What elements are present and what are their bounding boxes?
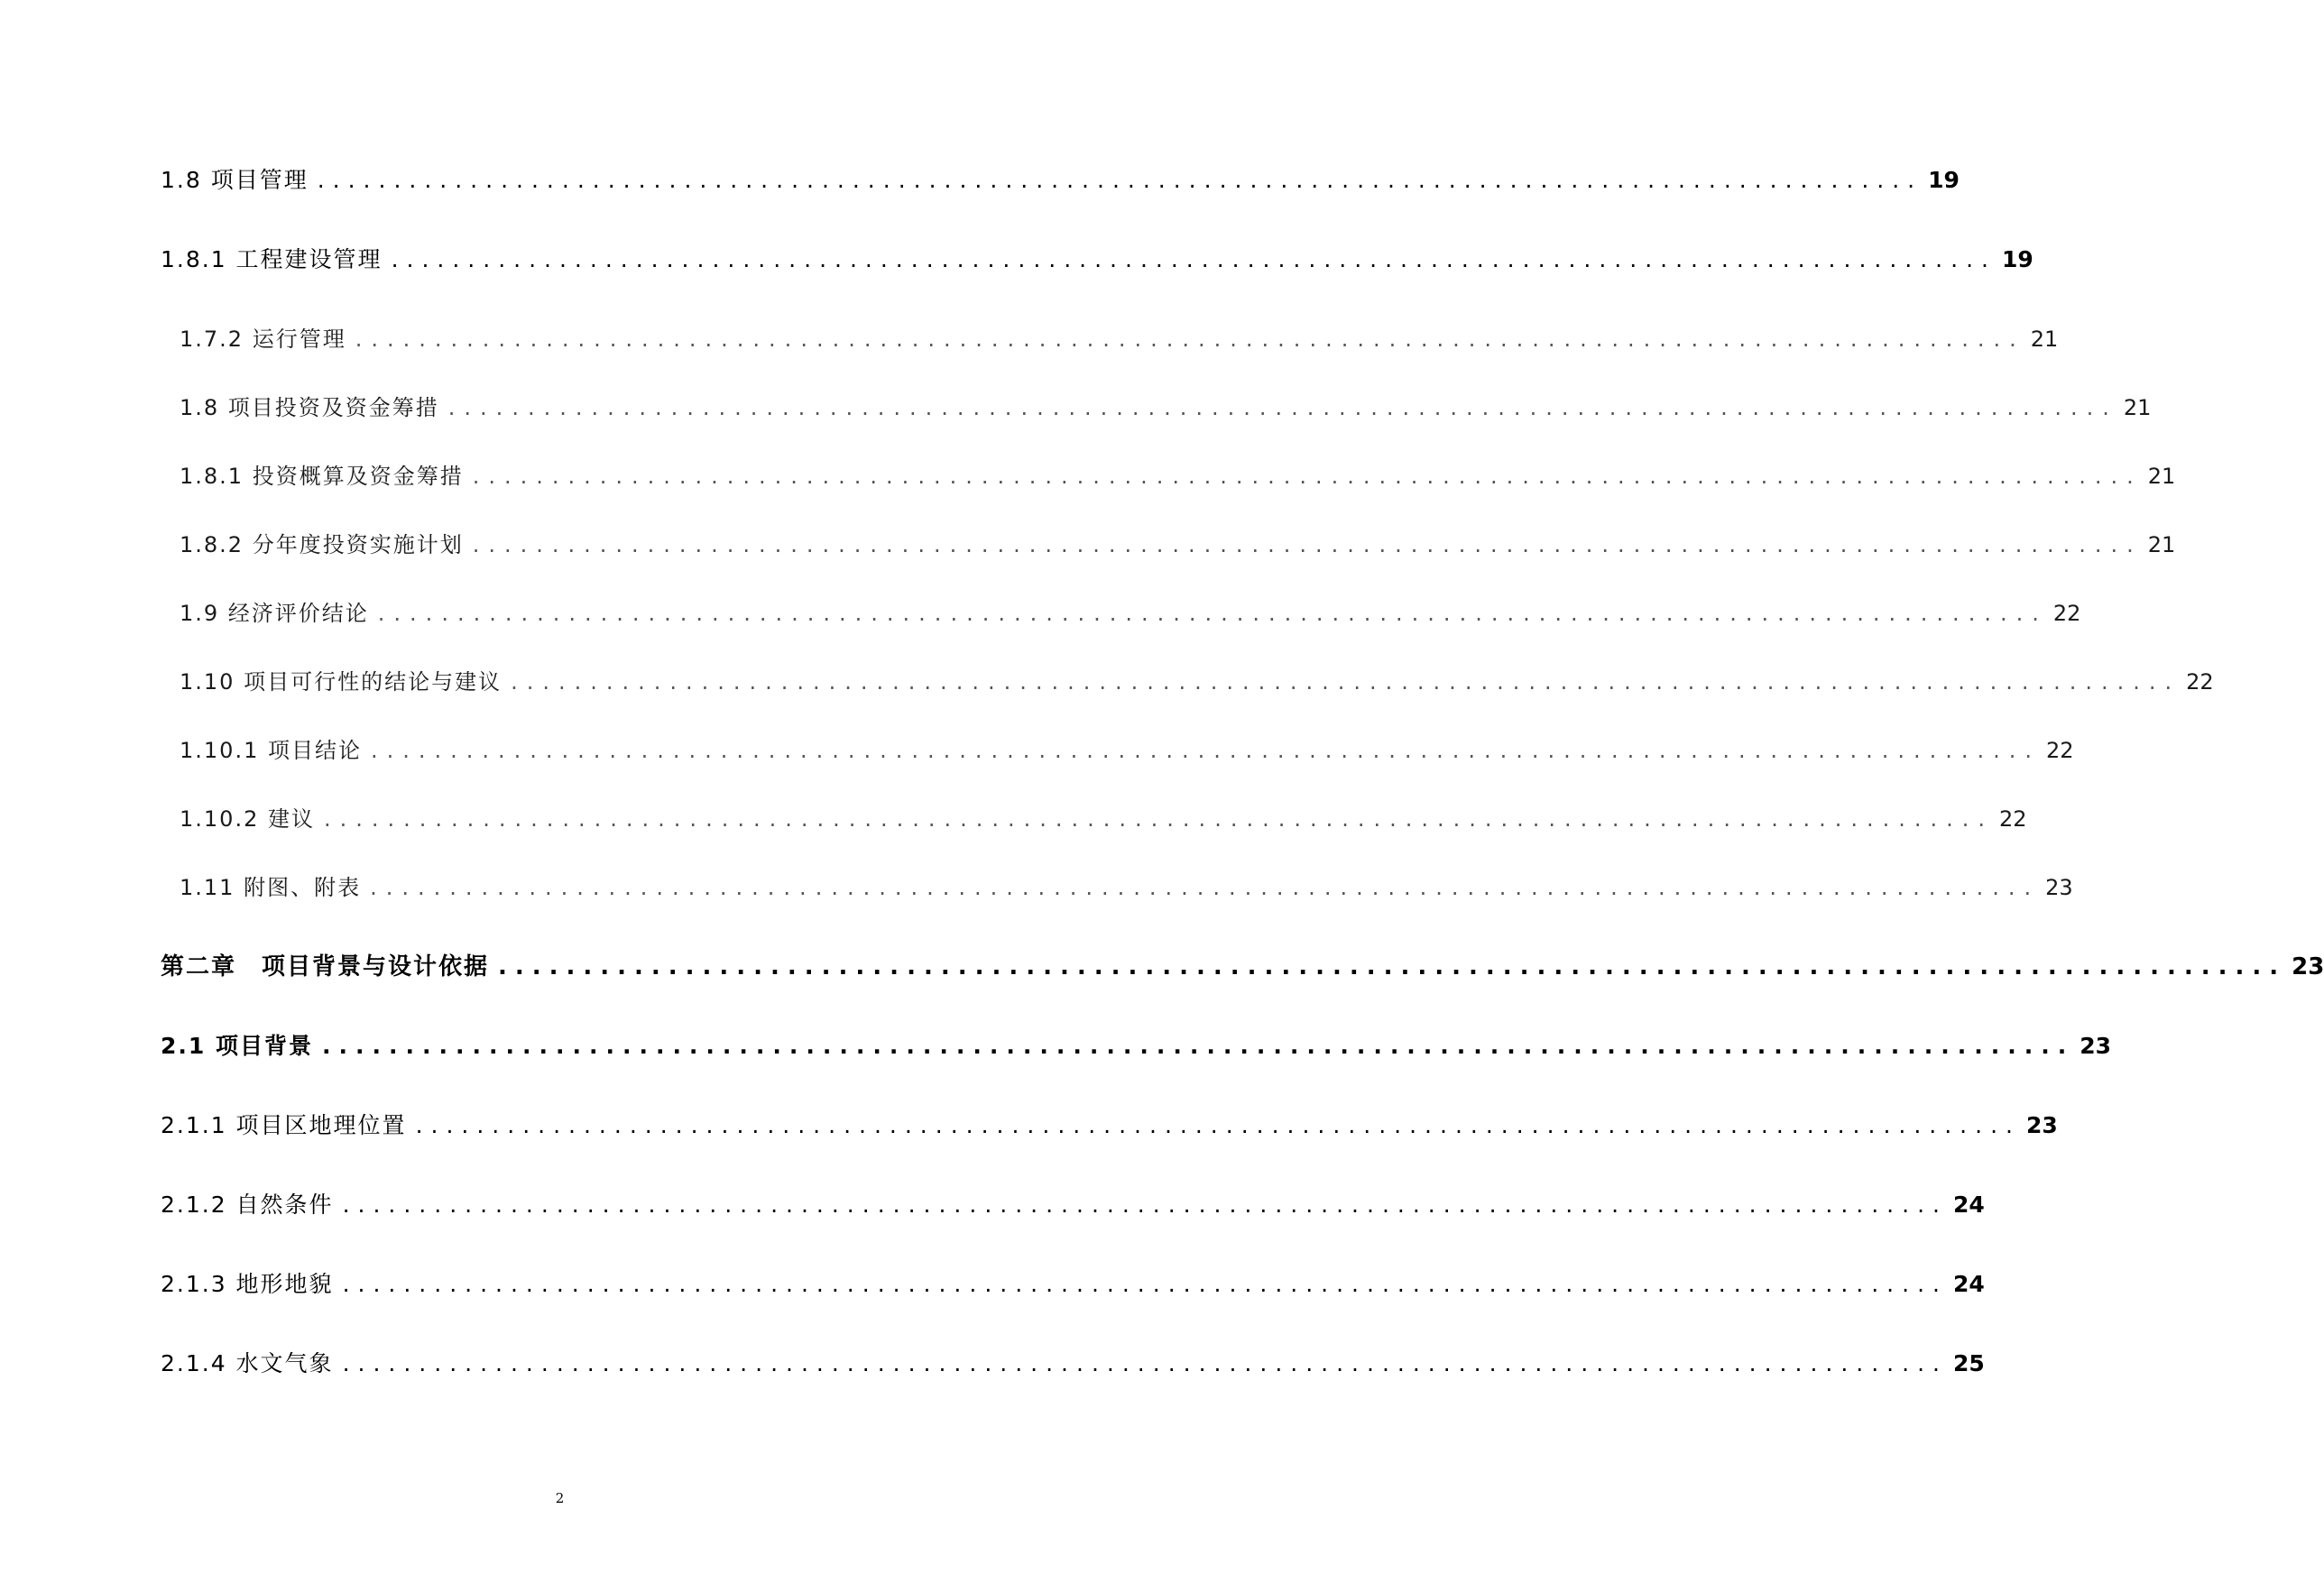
toc-entry-page: 23 [2045,875,2073,900]
toc-entry[interactable] [180,801,2027,833]
toc-dot-leader: ......................................................................................................... [342,1192,1948,1218]
toc-entry[interactable] [180,732,2074,764]
toc-entry-title: 1.8 项目管理 [161,167,309,193]
toc-entry-title: 2.1.4 水文气象 [161,1350,334,1376]
toc-entry-title: 1.9 经济评价结论 [180,601,369,626]
toc-entry-title: 1.10.2 建议 [180,806,315,832]
toc-entry[interactable] [180,595,2081,627]
toc-entry-page: 23 [2025,1112,2058,1138]
toc-dot-leader: ......................................................................................................... [355,327,2025,352]
toc-entry-title: 1.10.1 项目结论 [180,738,362,763]
toc-entry-title: 1.8.1 投资概算及资金筹措 [180,464,464,489]
toc-dot-leader: ......................................................................................................... [317,167,1923,193]
toc-entry[interactable] [161,1346,1985,1378]
page-number: 2 [555,1490,565,1506]
toc-dot-leader: ......................................................................................................... [472,532,2143,557]
toc-entry-page: 23 [2080,1033,2111,1059]
toc-entry-title: 1.8.2 分年度投资实施计划 [180,532,464,557]
toc-entry[interactable] [161,162,1960,195]
toc-dot-leader: ......................................................................................................... [472,464,2143,489]
toc-entry[interactable] [180,664,2214,695]
toc-entry-page: 21 [2147,532,2176,557]
toc-entry-page: 24 [1952,1192,1985,1218]
toc-entry-title: 第二章 项目背景与设计依据 [161,953,490,980]
toc-entry-title: 2.1.1 项目区地理位置 [161,1112,407,1138]
toc-entry-page: 22 [2186,669,2214,695]
toc-entry-page: 21 [2123,395,2152,420]
toc-entry-title: 2.1.3 地形地貌 [161,1271,334,1297]
toc-entry[interactable] [161,1028,2111,1061]
toc-entry[interactable] [161,1266,1985,1299]
toc-dot-leader: ......................................................................................................... [415,1112,2021,1138]
toc-entry[interactable] [161,242,2034,274]
toc-entry-title: 1.8.1 工程建设管理 [161,246,383,272]
toc-chapter-entry[interactable] [161,948,2324,981]
toc-entry-page: 19 [1928,167,1960,193]
toc-entry-page: 22 [1999,806,2027,832]
toc-dot-leader: ......................................................................................................... [370,738,2042,763]
toc-entry-page: 23 [2292,953,2324,980]
toc-entry-title: 1.10 项目可行性的结论与建议 [180,669,503,695]
toc-entry-page: 21 [2030,327,2059,352]
toc-entry[interactable] [161,1108,2058,1140]
toc-entry-title: 2.1 项目背景 [161,1033,313,1059]
toc-entry[interactable] [180,458,2176,490]
toc-entry[interactable] [180,321,2059,353]
toc-entry-page: 24 [1952,1271,1985,1297]
toc-dot-leader: ......................................................................................................... [370,875,2041,900]
toc-dot-leader: ......................................................................................................... [377,601,2048,626]
toc-entry[interactable] [180,527,2176,558]
toc-entry-page: 22 [2046,738,2074,763]
toc-entry-page: 21 [2147,464,2176,489]
toc-entry-title: 1.11 附图、附表 [180,875,362,900]
toc-entry-title: 1.7.2 运行管理 [180,327,346,352]
toc-entry-page: 19 [2001,246,2034,272]
toc-entry-title: 2.1.2 自然条件 [161,1192,334,1218]
toc-dot-leader: ......................................................................................................... [498,953,2287,980]
toc-entry-title: 1.8 项目投资及资金筹措 [180,395,439,420]
toc-dot-leader: ......................................................................................................... [391,246,1997,272]
toc-entry[interactable] [161,1187,1985,1219]
toc-dot-leader: ......................................................................................................... [342,1271,1948,1297]
toc-dot-leader: ......................................................................................................... [447,395,2118,420]
toc-dot-leader: ......................................................................................................... [342,1350,1948,1376]
toc-entry-page: 22 [2052,601,2081,626]
toc-entry[interactable] [180,870,2073,901]
toc-entry-page: 25 [1952,1350,1985,1376]
toc-dot-leader: ......................................................................................................... [511,669,2181,695]
toc-dot-leader: ......................................................................................................... [322,1033,2075,1059]
toc-entry[interactable] [180,390,2152,421]
toc-dot-leader: ......................................................................................................... [323,806,1995,832]
